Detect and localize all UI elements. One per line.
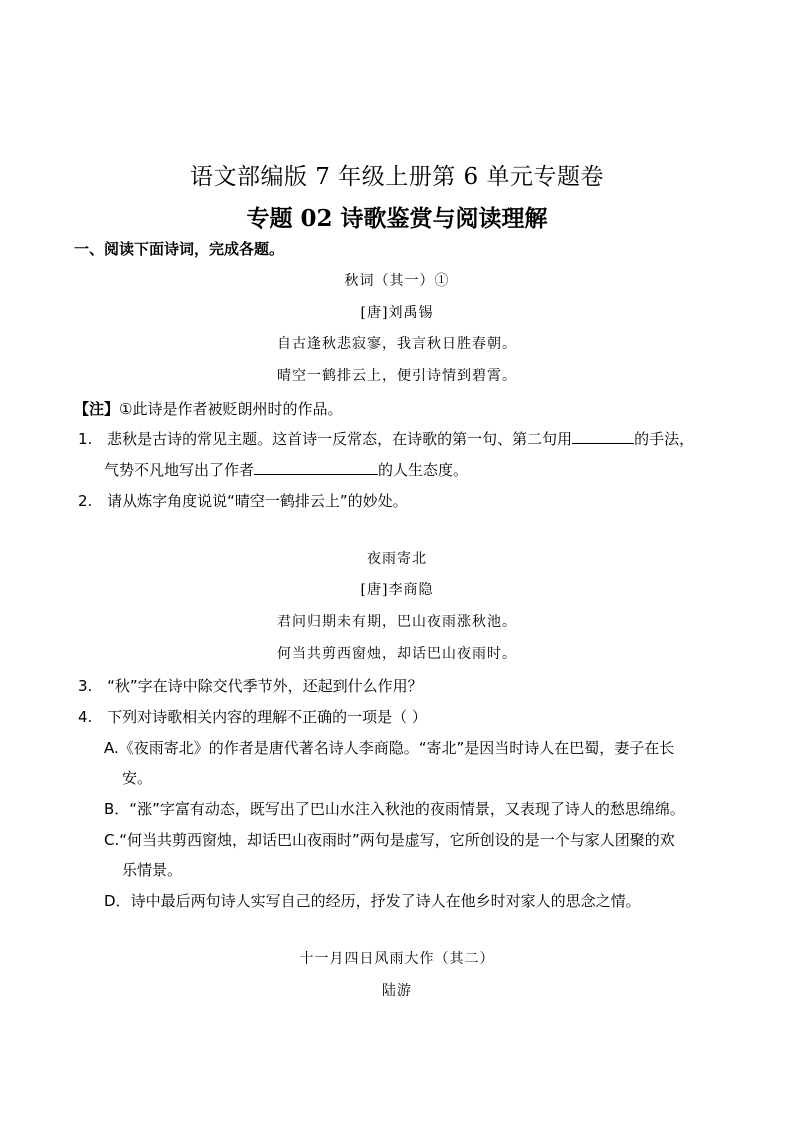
q4-option-d[interactable] xyxy=(104,890,641,911)
poem2-title: 夜雨寄北 xyxy=(367,551,427,567)
q1-text-a: 悲秋是古诗的常见主题。这首诗一反常态，在诗歌的第一句、第二句用 xyxy=(107,430,573,448)
option-b-text: “涨”字富有动态，既写出了巴山水注入秋池的夜雨情景，又表现了诗人的愁思绵绵。 xyxy=(129,800,685,818)
q4-option-b[interactable] xyxy=(104,798,685,819)
q1-text-c: 气势不凡地写出了作者 xyxy=(104,461,255,479)
q4-option-a[interactable] xyxy=(104,737,674,758)
poem1-note xyxy=(74,398,342,419)
q1-line2 xyxy=(104,459,468,480)
q3-number: 3. xyxy=(78,677,93,695)
option-a-label: A. xyxy=(104,739,119,757)
poem1-author: [唐]刘禹锡 xyxy=(360,305,434,321)
option-a-text: 《夜雨寄北》的作者是唐代著名诗人李商隐。“寄北”是因当时诗人在巴蜀，妻子在长 xyxy=(118,739,675,757)
q1-blank-1[interactable] xyxy=(572,429,634,444)
q4-option-c[interactable] xyxy=(104,829,675,850)
q1-number: 1. xyxy=(78,430,93,448)
option-c-cont: 乐情景。 xyxy=(122,861,183,879)
poem2-author: [唐]李商隐 xyxy=(360,582,434,598)
option-c-label: C. xyxy=(104,831,120,849)
option-d-label: D． xyxy=(104,892,131,910)
option-d-text: 诗中最后两句诗人实写自己的经历，抒发了诗人在他乡时对家人的思念之情。 xyxy=(130,892,641,910)
page-title: 语文部编版 7 年级上册第 6 单元专题卷 xyxy=(189,164,604,190)
poem2-line1: 君问归期未有期，巴山夜雨涨秋池。 xyxy=(277,614,517,630)
q3-line xyxy=(78,675,423,696)
page-subtitle: 专题 02 诗歌鉴赏与阅读理解 xyxy=(246,205,548,232)
option-a-cont: 安。 xyxy=(122,769,153,787)
q1-text-d: 的人生态度。 xyxy=(378,461,469,479)
q2-text: 请从炼字角度说说“晴空一鹤排云上”的妙处。 xyxy=(107,492,408,510)
note-label: 【注】 xyxy=(74,400,120,418)
poem2-line2: 何当共剪西窗烛，却话巴山夜雨时。 xyxy=(277,646,517,662)
poem3-title: 十一月四日风雨大作（其二） xyxy=(299,951,495,967)
option-c-text: “何当共剪西窗烛，却话巴山夜雨时”两句是虚写，它所创设的是一个与家人团聚的欢 xyxy=(119,831,675,849)
q1-text-b: 的手法， xyxy=(634,430,695,448)
section-heading: 一、阅读下面诗词，完成各题。 xyxy=(74,240,285,258)
poem1-line1: 自古逢秋悲寂寥，我言秋日胜春朝。 xyxy=(277,336,517,352)
poem1-line2: 晴空一鹤排云上，便引诗情到碧霄。 xyxy=(277,368,517,384)
q4-line xyxy=(78,706,427,727)
q4-number: 4. xyxy=(78,708,93,726)
q1-line1 xyxy=(78,428,694,449)
q2-line xyxy=(78,490,408,511)
poem3-author: 陆游 xyxy=(382,983,412,999)
q4-text: 下列对诗歌相关内容的理解不正确的一项是（ ） xyxy=(107,708,427,726)
note-text: ①此诗是作者被贬朗州时的作品。 xyxy=(119,400,343,418)
q1-blank-2[interactable] xyxy=(254,460,378,475)
poem1-title: 秋词（其一）① xyxy=(344,273,450,289)
q2-number: 2. xyxy=(78,492,93,510)
q3-text: “秋”字在诗中除交代季节外，还起到什么作用？ xyxy=(107,677,423,695)
option-b-label: B． xyxy=(104,800,130,818)
